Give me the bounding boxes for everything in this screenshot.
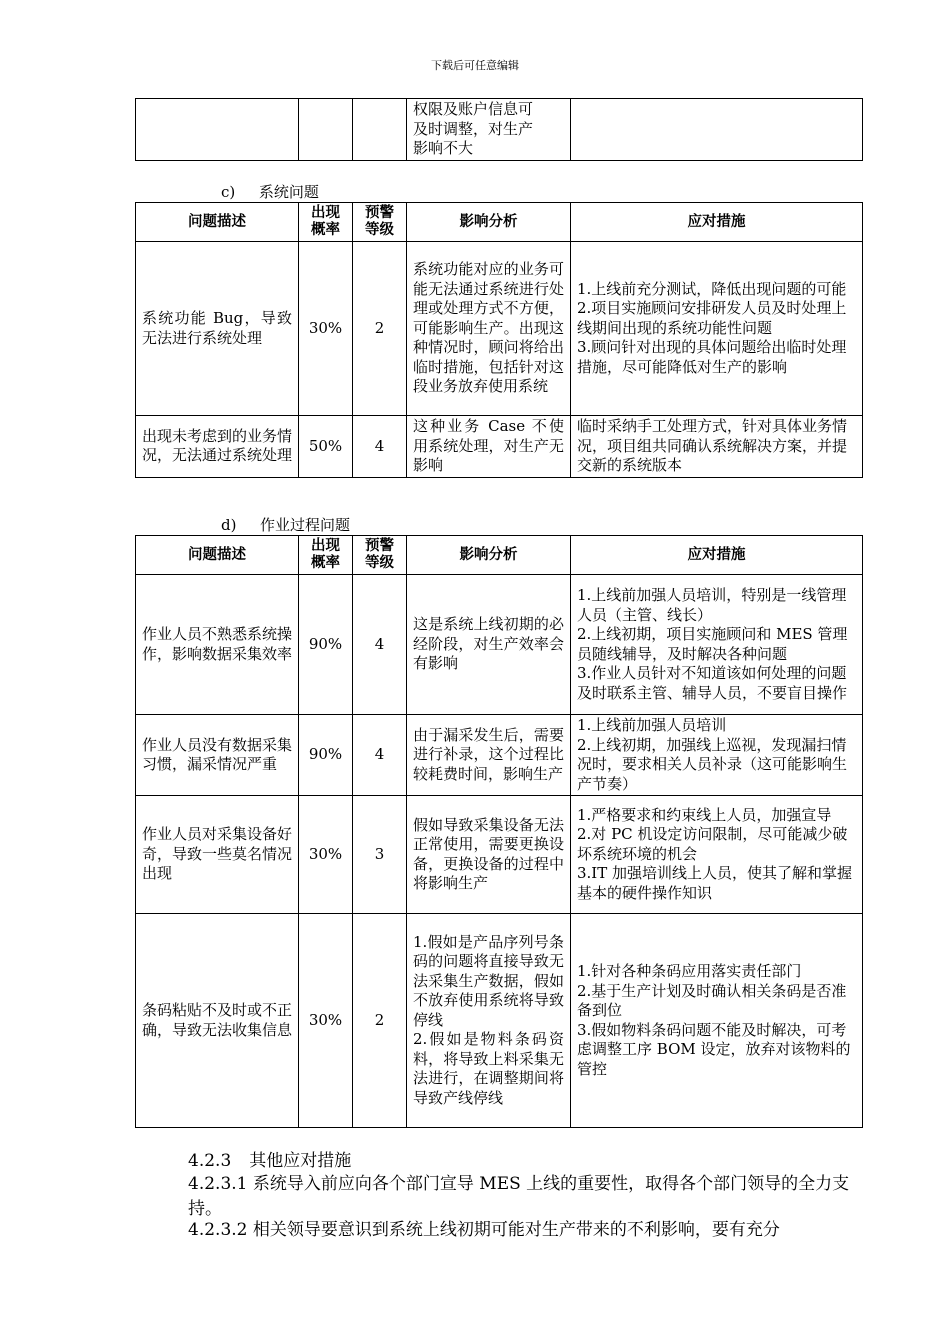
measures-cell [571,914,863,1128]
table-row [136,99,863,161]
impact-line: 及时调整，对生产 [413,119,534,138]
measure-item: 1.针对各种条码应用落实责任部门 [577,962,802,980]
level-cell: 3 [353,796,407,914]
measure-item: 1.上线前充分测试，降低出现问题的可能 [577,279,847,298]
impact-cell: 假如导致采集设备无法正常使用，需要更换设备，更换设备的过程中将影响生产 [407,796,571,914]
measure-item: 3.IT 加强培训线上人员，使其了解和掌握基本的硬件操作知识 [577,864,853,902]
measure-item: 临时采纳手工处理方式，针对具体业务情况，项目组共同确认系统解决方案，并提交新的系统版本 [577,417,848,474]
impact-part: 2.假如是物料条码资料，将导致上料采集无法进行，在调整期间将导致产线停线 [413,1030,564,1107]
desc-cell: 作业人员不熟悉系统操作，影响数据采集效率 [136,575,299,715]
prob-cell: 30% [299,796,353,914]
prob-cell [299,99,353,161]
prob-cell: 50% [299,416,353,478]
heading-text: 其他应对措施 [249,1151,352,1171]
measure-item: 2.对 PC 机设定访问限制，尽可能减少破坏系统环境的机会 [577,825,848,863]
desc-cell: 作业人员对采集设备好奇，导致一些莫名情况出现 [136,796,299,914]
impact-cell [407,99,571,161]
table-row [136,796,863,914]
measure-item: 1.上线前加强人员培训 [577,716,727,734]
process-issues-table [135,535,863,1128]
table-row [136,575,863,715]
section-letter: d) [221,516,237,534]
col-header-measures: 应对措施 [571,203,863,242]
section-title: 作业过程问题 [260,516,351,534]
impact-line: 权限及账户信息可 [413,100,534,118]
measures-cell [571,416,863,478]
col-header-prob: 出现 概率 [299,536,353,575]
col-header-impact: 影响分析 [407,203,571,242]
measure-item: 2.项目实施顾问安排研发人员及时处理上线期间出现的系统功能性问题 [577,299,847,337]
measure-item: 3.作业人员针对不知道该如何处理的问题及时联系主管、辅导人员，不要盲目操作 [577,664,848,702]
table-row [136,715,863,796]
measure-item: 2.基于生产计划及时确认相关条码是否准备到位 [577,981,847,1019]
table-header-row [136,203,863,242]
measure-item: 3.顾问针对出现的具体问题给出临时处理措施，尽可能降低对生产的影响 [577,338,847,376]
col-header-impact: 影响分析 [407,536,571,575]
measure-item: 2.上线初期，项目实施顾问和 MES 管理员随线辅导，及时解决各种问题 [577,625,848,663]
prob-cell: 90% [299,715,353,796]
col-header-measures: 应对措施 [571,536,863,575]
desc-cell: 系统功能 Bug，导致无法进行系统处理 [136,242,299,416]
desc-cell: 作业人员没有数据采集习惯，漏采情况严重 [136,715,299,796]
paragraph-4-2-3-1: 4.2.3.1 系统导入前应向各个部门宣导 MES 上线的重要性，取得各个部门领导的全力支持。 [188,1174,850,1219]
measures-cell [571,715,863,796]
desc-cell: 出现未考虑到的业务情况，无法通过系统处理 [136,416,299,478]
continuation-table [135,98,863,161]
impact-part: 1.假如是产品序列号条码的问题将直接导致无法采集生产数据，假如不放弃使用系统将导致停线 [413,932,564,1029]
impact-cell: 由于漏采发生后，需要进行补录，这个过程比较耗费时间，影响生产 [407,715,571,796]
measures-cell [571,575,863,715]
desc-cell: 条码粘贴不及时或不正确，导致无法收集信息 [136,914,299,1128]
section-d-label [221,514,350,535]
table-header-row [136,536,863,575]
measure-item: 1.上线前加强人员培训，特别是一线管理人员（主管、线长） [577,586,847,624]
impact-line: 影响不大 [413,139,474,157]
subsection-heading [188,1149,858,1174]
section-title: 系统问题 [258,183,319,201]
level-cell: 2 [353,914,407,1128]
impact-cell: 这是系统上线初期的必经阶段，对生产效率会有影响 [407,575,571,715]
level-cell: 2 [353,242,407,416]
table-row [136,914,863,1128]
heading-number: 4.2.3 [188,1151,232,1171]
measures-cell [571,796,863,914]
level-cell: 4 [353,575,407,715]
col-header-level: 预警 等级 [353,536,407,575]
measures-cell [571,242,863,416]
page-header: 下载后可任意编辑 [431,59,519,72]
prob-cell: 90% [299,575,353,715]
impact-cell: 这种业务 Case 不使用系统处理，对生产无影响 [407,416,571,478]
prob-cell: 30% [299,914,353,1128]
level-cell: 4 [353,715,407,796]
prob-cell: 30% [299,242,353,416]
measure-item: 2.上线初期，加强线上巡视，发现漏扫情况时，要求相关人员补录（这可能影响生产节奏） [577,735,848,793]
measure-item: 3.假如物料条码问题不能及时解决，可考虑调整工序 BOM 设定，放弃对该物料的管控 [577,1020,851,1078]
table-row [136,416,863,478]
col-header-prob: 出现 概率 [299,203,353,242]
col-header-desc: 问题描述 [136,203,299,242]
impact-cell [407,914,571,1128]
impact-cell: 系统功能对应的业务可能无法通过系统进行处理或处理方式不方便，可能影响生产。出现这种情况时，顾问将给出临时措施，包括针对这段业务放弃使用系统 [407,242,571,416]
level-cell [353,99,407,161]
measures-cell [571,99,863,161]
system-issues-table [135,202,863,478]
section-letter: c) [221,183,236,201]
col-header-level: 预警 等级 [353,203,407,242]
measure-item: 1.严格要求和约束线上人员，加强宣导 [577,805,832,824]
col-header-desc: 问题描述 [136,536,299,575]
section-c-label [221,181,319,202]
table-row [136,242,863,416]
paragraph-4-2-3-2: 4.2.3.2 相关领导要意识到系统上线初期可能对生产带来的不利影响，要有充分 [188,1220,780,1240]
level-cell: 4 [353,416,407,478]
desc-cell [136,99,299,161]
